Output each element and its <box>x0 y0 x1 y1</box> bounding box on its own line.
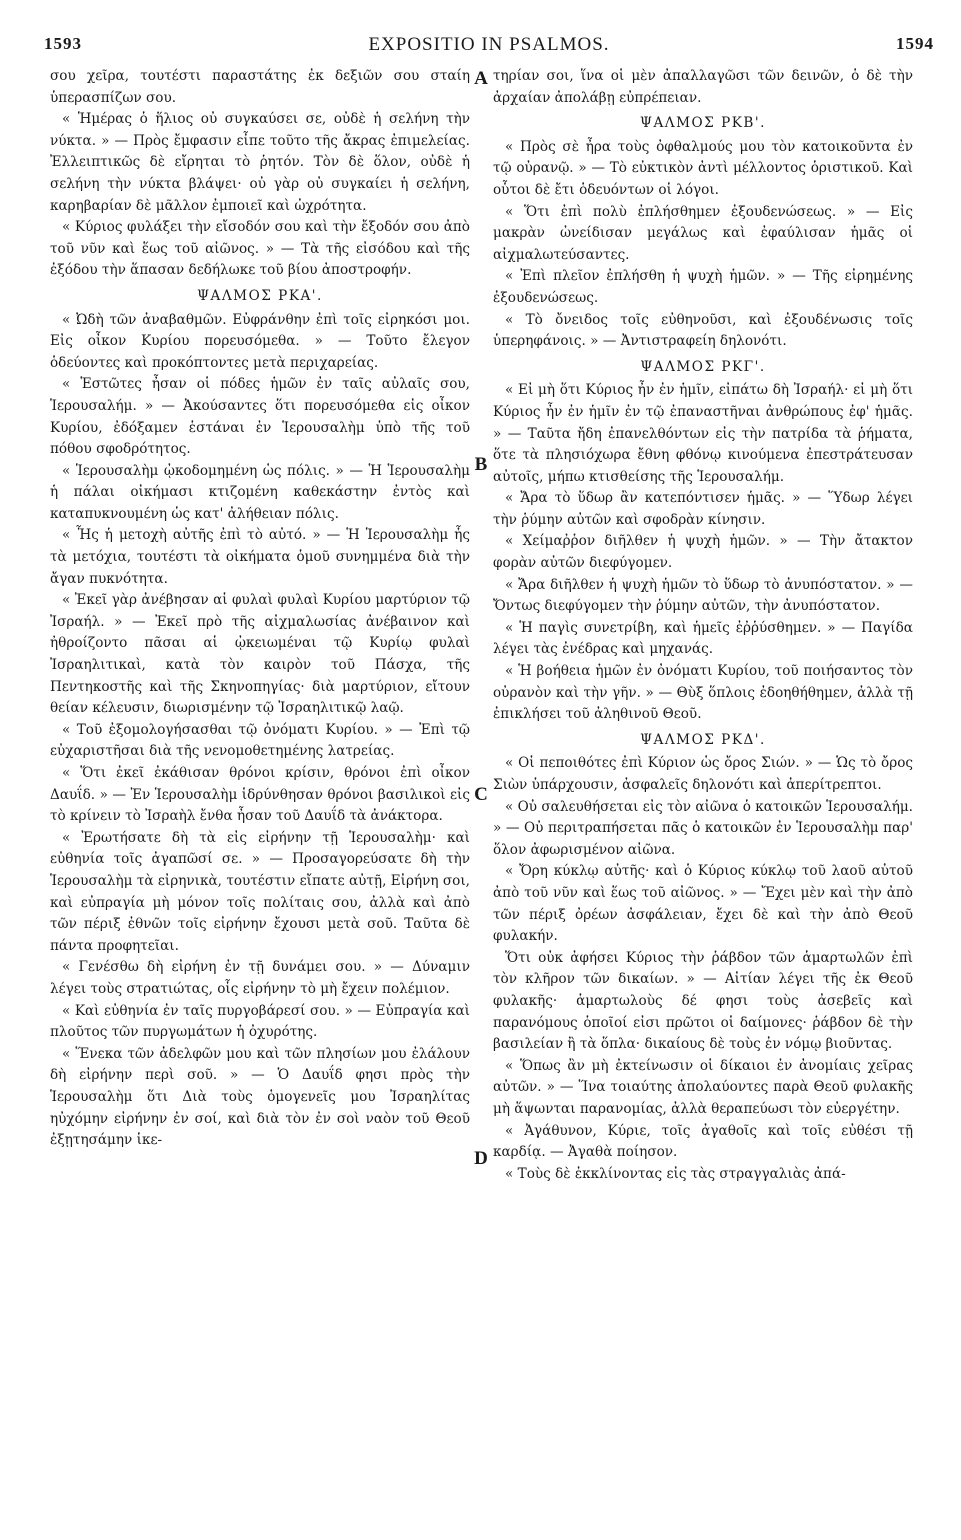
margin-marker-a: A <box>474 68 488 89</box>
right-column <box>493 66 913 1185</box>
paragraph: « Ἐκεῖ γὰρ ἀνέβησαν αἱ φυλαὶ φυλαὶ Κυρίου μαρτύριον τῷ Ἰσραήλ. » — Ἐκεῖ πρὸ τῆς αἰχμαλωσίας ἀνέβαινον καὶ ἠθροίζοντο πᾶσαι αἱ ᾠκειωμέναι τῷ Κυρίῳ φυλαὶ Ἰσραηλιτικαὶ, κατὰ τὸν καιρὸν τοῦ Πάσχα, τῆς Πεντηκοστῆς καὶ τῆς Σκηνοπηγίας· διὰ μαρτύριον, εἴτουν θείαν κέλευσιν, διωρισμένην τῷ Ἰσραηλιτικῷ λαῷ. <box>50 592 470 717</box>
paragraph: « Πρὸς σὲ ἦρα τοὺς ὀφθαλμούς μου τὸν κατοικοῦντα ἐν τῷ οὐρανῷ. » — Τὸ εὐκτικὸν ἀντὶ μέλλοντος ὁριστικοῦ. Καὶ οὗτοι δὲ ἔτι ὁδευόντων οἱ λόγοι. <box>493 138 913 198</box>
paragraph: « Οἱ πεποιθότες ἐπὶ Κύριον ὡς ὄρος Σιών. » — Ὡς τὸ ὄρος Σιὼν ὑπάρχουσιν, ἀσφαλεῖς δηλονότι καὶ ἀπερίτρεπτοι. <box>493 755 913 793</box>
paragraph: « Ἧς ἡ μετοχὴ αὐτῆς ἐπὶ τὸ αὐτό. » — Ἡ Ἱερουσαλὴμ ἧς τὰ μετόχια, τουτέστι τὰ οἰκήματα ὁμοῦ συνημμένα διὰ τὴν ἄγαν πυκνότητα. <box>50 527 470 587</box>
running-title: EXPOSITIO IN PSALMOS. <box>368 34 610 55</box>
paragraph: « Ἄρα διῆλθεν ἡ ψυχὴ ἡμῶν τὸ ὕδωρ τὸ ἀνυπόστατον. » — Ὄντως διεφύγομεν τὴν ῥύμην αὐτῶν, τὴν ἀνυπόστατον. <box>493 576 913 615</box>
paragraph: « Ὅπως ἂν μὴ ἐκτείνωσιν οἱ δίκαιοι ἐν ἀνομίαις χεῖρας αὐτῶν. » — Ἵνα τοιαύτης ἀπολαύοντες παρὰ Θεοῦ φυλακῆς μὴ ἅψωνται παρανομίας, ἀλλὰ θεραπεύωσι τὸν εὐεργέτην. <box>493 1057 913 1117</box>
psalm-heading: ΨΑΛΜΟΣ ΡΚΔ'. <box>640 731 766 748</box>
paragraph: « Τοῦ ἐξομολογήσασθαι τῷ ὀνόματι Κυρίου. » — Ἐπὶ τῷ εὐχαριστῆσαι διὰ τῆς νενομοθετημένης λατρείας. <box>50 721 470 760</box>
paragraph: σου χεῖρα, τουτέστι παραστάτης ἐκ δεξιῶν σου σταίη ὑπερασπίζων σου. <box>50 68 470 106</box>
margin-marker-c: C <box>474 784 488 805</box>
paragraph: « Ἡμέρας ὁ ἥλιος οὐ συγκαύσει σε, οὐδὲ ἡ σελήνη τὴν νύκτα. » — Πρὸς ἔμφασιν εἶπε τοῦτο τῆς ἄκρας ἐπιμελείας. Ἐλλειπτικῶς δὲ εἴρηται τὸ ῥητόν. Τὸν δὲ ὅλον, οὐδὲ ἡ σελήνη τὴν νύκτα βλάψει· οὐ γὰρ οὐ συγκαίει ἡ σελήνη, καρηβαρίαν δὲ μᾶλλον ἐμποιεῖ καὶ ὠχρότητα. <box>50 111 470 214</box>
paragraph: « Τοὺς δὲ ἐκκλίνοντας εἰς τὰς στραγγαλιὰς ἀπά- <box>505 1165 846 1182</box>
paragraph: « Εἰ μὴ ὅτι Κύριος ἦν ἐν ἡμῖν, εἰπάτω δὴ Ἰσραήλ· εἰ μὴ ὅτι Κύριος ἦν ἐν ἡμῖν ἐν τῷ ἐπαναστῆναι ἀνθρώπους ἐφ' ἡμᾶς. » — Ταῦτα ἤδη ἐπανελθόντων εἰς τὴν πατρίδα τὰ ῥήματα, ὅτε τὰ πλησιόχωρα ἔθνη φθόνῳ κινούμενα ἐπεστράτευσαν αὐτοῖς, μήπω κτισθείσης τῆς Ἱερουσαλήμ. <box>493 382 913 485</box>
paragraph: « Οὐ σαλευθήσεται εἰς τὸν αἰῶνα ὁ κατοικῶν Ἱερουσαλήμ. » — Οὐ περιτραπήσεται πᾶς ὁ κατοικῶν ἐν Ἱερουσαλὴμ παρ' ὅλον ἀφωρισμένον αἰῶνα. <box>493 798 913 858</box>
paragraph: « Κύριος φυλάξει τὴν εἴσοδόν σου καὶ τὴν ἔξοδόν σου ἀπὸ τοῦ νῦν καὶ ἕως τοῦ αἰῶνος. » — Τὰ τῆς εἰσόδου καὶ τῆς ἐξόδου τὴν ἅπασαν δεδήλωκε τοῦ βίου ἀποστροφήν. <box>50 219 470 279</box>
page-header <box>44 34 934 60</box>
paragraph: « Ἡ παγὶς συνετρίβη, καὶ ἡμεῖς ἐῤῥύσθημεν. » — Παγίδα λέγει τὰς ἐνέδρας καὶ μηχανάς. <box>493 619 913 658</box>
left-column <box>50 66 470 1152</box>
paragraph: « Ἐρωτήσατε δὴ τὰ εἰς εἰρήνην τῇ Ἱερουσαλὴμ· καὶ εὐθηνία τοῖς ἀγαπῶσί σε. » — Προσαγορεύσατε δὴ τὴν Ἱερουσαλὴμ τὰ εἰρηνικὰ, τουτέστιν εἴπατε αὐτῇ, Εἰρήνη σοι, καὶ εὐπραγία μὴ μόνον τοῖς πολίταις σου, ἀλλὰ καὶ ἀπὸ τῶν πέριξ ἐθνῶν τοῖς εἰρήνην ἔχουσι μετὰ σοῦ. Ταῦτα δὲ πάντα προφητεῖαι. <box>50 829 470 954</box>
paragraph: τηρίαν σοι, ἵνα οἱ μὲν ἀπαλλαγῶσι τῶν δεινῶν, ὁ δὲ τὴν ἀρχαίαν ἀπολάβῃ εὐπρέπειαν. <box>493 68 913 106</box>
paragraph: « Ἱερουσαλὴμ ᾠκοδομημένη ὡς πόλις. » — Ἡ Ἱερουσαλὴμ ἡ πάλαι οἰκήμασι κτιζομένη καθεκάστην ἐντὸς καὶ καταπυκνουμένη ὡς κατ' ἀλήθειαν πόλις. <box>50 462 470 522</box>
paragraph: « Τὸ ὄνειδος τοῖς εὐθηνοῦσι, καὶ ἐξουδένωσις τοῖς ὑπερηφάνοις. » — Ἀντιστραφείη δηλονότι. <box>493 311 913 350</box>
paragraph: « Καὶ εὐθηνία ἐν ταῖς πυργοβάρεσί σου. » — Εὐπραγία καὶ πλοῦτος τῶν πυργωμάτων ἡ ὀχυρότης. <box>50 1002 470 1041</box>
right-page-number: 1594 <box>896 34 934 53</box>
paragraph: « Ἕνεκα τῶν ἀδελφῶν μου καὶ τῶν πλησίων μου ἐλάλουν δὴ εἰρήνην περὶ σοῦ. » — Ὁ Δαυΐδ φησι πρὸς τὴν Ἱερουσαλὴμ ὅτι Διὰ τοὺς ὁμογενεῖς μου Ἰσραηλίτας ηὐχόμην εἰρήνην ἐν σοί, καὶ διὰ τὸν ἐν σοὶ ναὸν τοῦ Θεοῦ ἐξῃτησάμην ἱκε- <box>50 1045 470 1149</box>
paragraph: « Γενέσθω δὴ εἰρήνη ἐν τῇ δυνάμει σου. » — Δύναμιν λέγει τοὺς στρατιώτας, οἷς εἰρήνην τὸ μὴ ἔχειν πολέμιον. <box>50 959 470 997</box>
margin-marker-b: B <box>474 454 488 475</box>
paragraph: « Ἑστῶτες ἦσαν οἱ πόδες ἡμῶν ἐν ταῖς αὐλαῖς σου, Ἱερουσαλήμ. » — Ἀκούσαντες ὅτι πορευσόμεθα εἰς οἶκον Κυρίου, ἐδόξαμεν ἑστάναι ἐν Ἱερουσαλὴμ ὑπὸ τῆς τοῦ πόθου σφοδρότητος. <box>50 376 470 458</box>
paragraph: « Ἀγάθυνον, Κύριε, τοῖς ἀγαθοῖς καὶ τοῖς εὐθέσι τῇ καρδίᾳ. — Ἀγαθὰ ποίησον. <box>493 1122 913 1161</box>
psalm-heading: ΨΑΛΜΟΣ ΡΚΒ'. <box>640 115 766 132</box>
paragraph: « Χείμαῤῥον διῆλθεν ἡ ψυχὴ ἡμῶν. » — Τὴν ἄτακτον φορὰν αὐτῶν διεφύγομεν. <box>493 533 913 572</box>
psalm-heading: ΨΑΛΜΟΣ ΡΚΓ'. <box>640 358 766 375</box>
margin-marker-d: D <box>474 1148 488 1169</box>
paragraph: « Ἡ βοήθεια ἡμῶν ἐν ὀνόματι Κυρίου, τοῦ ποιήσαντος τὸν οὐρανὸν καὶ τὴν γῆν. » — Θὺξ ὅπλοις ἐδοηθήθημεν, ἀλλὰ τῇ ἐπικλήσει τοῦ ἀληθινοῦ Θεοῦ. <box>493 663 913 723</box>
paragraph: « Ὅτι ἐκεῖ ἐκάθισαν θρόνοι κρίσιν, θρόνοι ἐπὶ οἶκον Δαυΐδ. » — Ἐν Ἱερουσαλὴμ ἱδρύνθησαν θρόνοι βασιλικοὶ εἰς τὸ κρίνειν τὸ Ἰσραὴλ ἔνθα ἦσαν τοῦ Δαυΐδ τὰ ἀνάκτορα. <box>50 765 470 825</box>
left-page-number: 1593 <box>44 34 82 53</box>
paragraph: « Ὄρη κύκλῳ αὐτῆς· καὶ ὁ Κύριος κύκλῳ τοῦ λαοῦ αὐτοῦ ἀπὸ τοῦ νῦν καὶ ἕως τοῦ αἰῶνος. » — Ἔχει μὲν καὶ τὴν ἀπὸ τῶν πέριξ ὀρέων ἀσφάλειαν, ἔχει δὲ καὶ τὴν ἀπὸ Θεοῦ φυλακήν. <box>493 863 913 945</box>
paragraph: « Ἄρα τὸ ὕδωρ ἂν κατεπόντισεν ἡμᾶς. » — Ὕδωρ λέγει τὴν ῥύμην αὐτῶν καὶ σφοδρὰν κίνησιν. <box>493 490 913 528</box>
paragraph: « Ἐπὶ πλεῖον ἐπλήσθη ἡ ψυχὴ ἡμῶν. » — Τῆς εἰρημένης ἐξουδενώσεως. <box>493 268 913 306</box>
paragraph: « Ὠδὴ τῶν ἀναβαθμῶν. Εὐφράνθην ἐπὶ τοῖς εἰρηκόσι μοι. Εἰς οἶκον Κυρίου πορευσόμεθα. » — Τοῦτο ἔλεγον ὁδεύοντες καὶ προκόπτοντες μετὰ περιχαρείας. <box>50 311 470 371</box>
paragraph: Ὅτι οὐκ ἀφήσει Κύριος τὴν ῥάβδον τῶν ἁμαρτωλῶν ἐπὶ τὸν κλῆρον τῶν δικαίων. » — Αἰτίαν λέγει τῆς ἐκ Θεοῦ φυλακῆς· ἁμαρτωλοὺς δέ φησι τοὺς ἀσεβεῖς καὶ παρανόμους ὁποῖοί εἰσι πρῶτοι οἱ δαίμονες· ῥάβδον δὲ τὴν βασιλείαν ἢ τὰ ὅπλα· δικαίους δὲ τοὺς ἐν νόμῳ βιοῦντας. <box>493 949 913 1053</box>
psalm-heading: ΨΑΛΜΟΣ ΡΚΑ'. <box>197 287 323 304</box>
paragraph: « Ὅτι ἐπὶ πολὺ ἐπλήσθημεν ἐξουδενώσεως. » — Εἰς μακρὰν ὠνείδισαν μεγάλως καὶ ἐφαύλισαν ἡμᾶς οἱ αἰχμαλωτεύσαντες. <box>493 203 913 263</box>
